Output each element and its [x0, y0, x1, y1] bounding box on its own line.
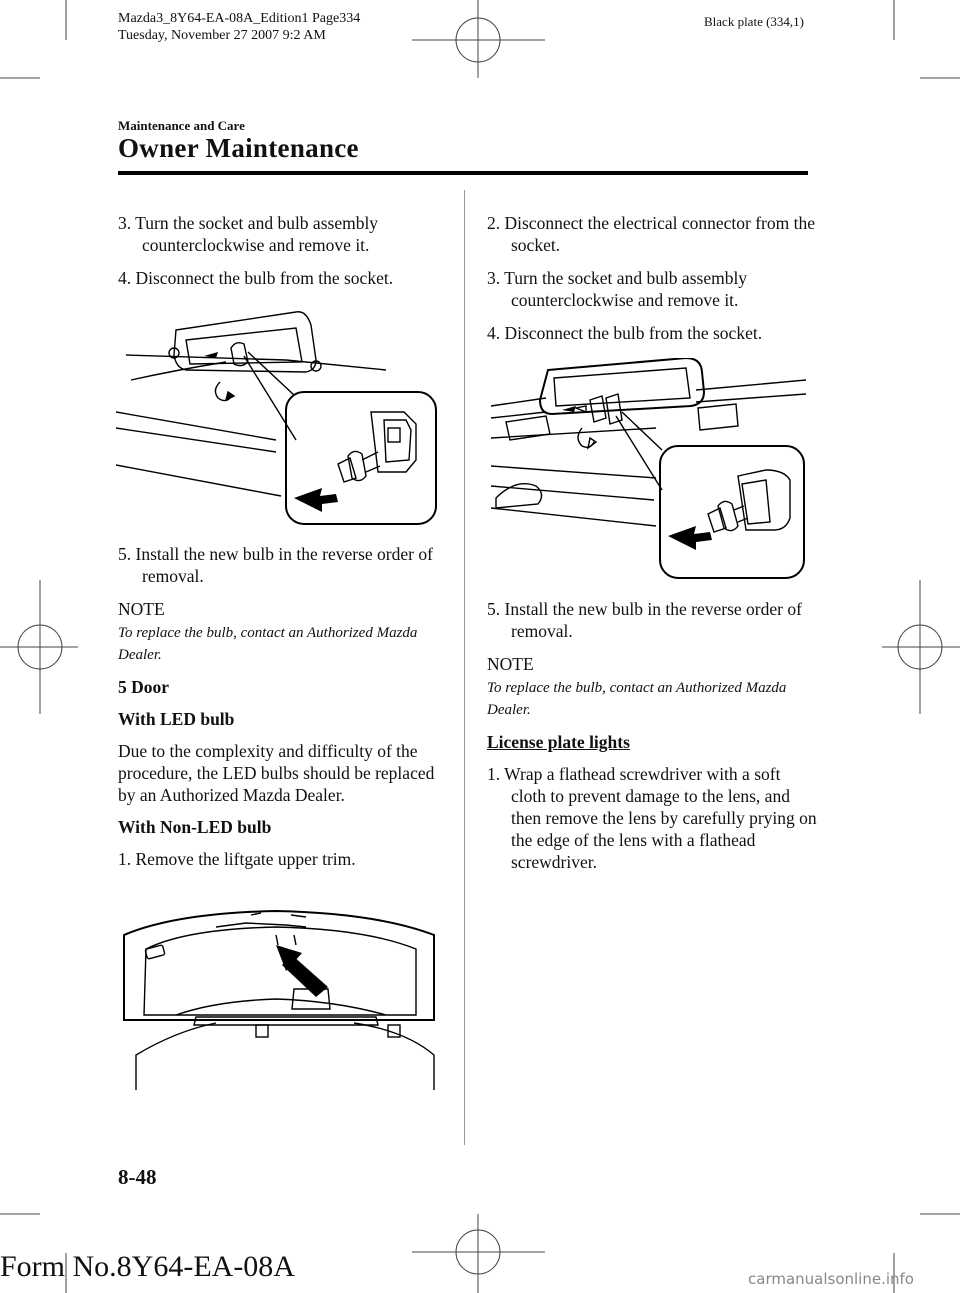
section-label: Maintenance and Care [118, 118, 245, 133]
step-5-left: 5. Install the new bulb in the reverse order of removal. [118, 544, 433, 586]
note-text-right: To replace the bulb, contact an Authorized Mazda Dealer. [487, 680, 787, 718]
title-rule [118, 171, 808, 175]
note-heading-right: NOTE [487, 654, 534, 674]
subheading-with-led: With LED bulb [118, 709, 235, 729]
step-2-right: 2. Disconnect the electrical connector from the socket. [487, 213, 815, 255]
step-3-right: 3. Turn the socket and bulb assembly counterclockwise and remove it. [487, 268, 748, 310]
high-mount-socket-illustration [486, 358, 810, 583]
led-paragraph: Due to the complexity and difficulty of the procedure, the LED bulbs should be replaced by an Authorized Mazda Dealer. [118, 741, 435, 805]
left-column-lower [118, 543, 448, 881]
right-column [487, 212, 817, 355]
step-3-left: 3. Turn the socket and bulb assembly counterclockwise and remove it. [118, 213, 379, 255]
step-5-right: 5. Install the new bulb in the reverse order of removal. [487, 599, 802, 641]
note-text-left: To replace the bulb, contact an Authorized Mazda Dealer. [118, 625, 418, 663]
right-column-lower [487, 598, 817, 884]
column-divider [464, 190, 465, 1145]
file-info-line1: Mazda3_8Y64-EA-08A_Edition1 Page334 [118, 11, 361, 26]
watermark: carmanualsonline.info [748, 1270, 914, 1288]
liftgate-upper-trim-illustration [116, 905, 442, 1090]
license-step-1: 1. Wrap a flathead screwdriver with a soft cloth to prevent damage to the lens, and then remove the lens by carefully prying on the edge of the lens with a flathead screwdriver. [487, 764, 817, 872]
file-info-line2: Tuesday, November 27 2007 9:2 AM [118, 28, 326, 43]
page-number: 8-48 [118, 1165, 157, 1189]
form-number: Form No.8Y64-EA-08A [0, 1250, 295, 1283]
rear-lamp-socket-illustration [116, 300, 440, 530]
file-info [118, 10, 360, 44]
step-4-left: 4. Disconnect the bulb from the socket. [118, 268, 394, 288]
step-4-right: 4. Disconnect the bulb from the socket. [487, 323, 763, 343]
subheading-with-non-led: With Non-LED bulb [118, 817, 272, 837]
page-title: Owner Maintenance [118, 133, 359, 163]
subheading-5-door: 5 Door [118, 677, 170, 697]
left-column [118, 212, 448, 300]
license-plate-lights-heading: License plate lights [487, 732, 630, 752]
black-plate: Black plate (334,1) [704, 14, 804, 29]
non-led-step-1: 1. Remove the liftgate upper trim. [118, 849, 356, 869]
note-heading-left: NOTE [118, 599, 165, 619]
